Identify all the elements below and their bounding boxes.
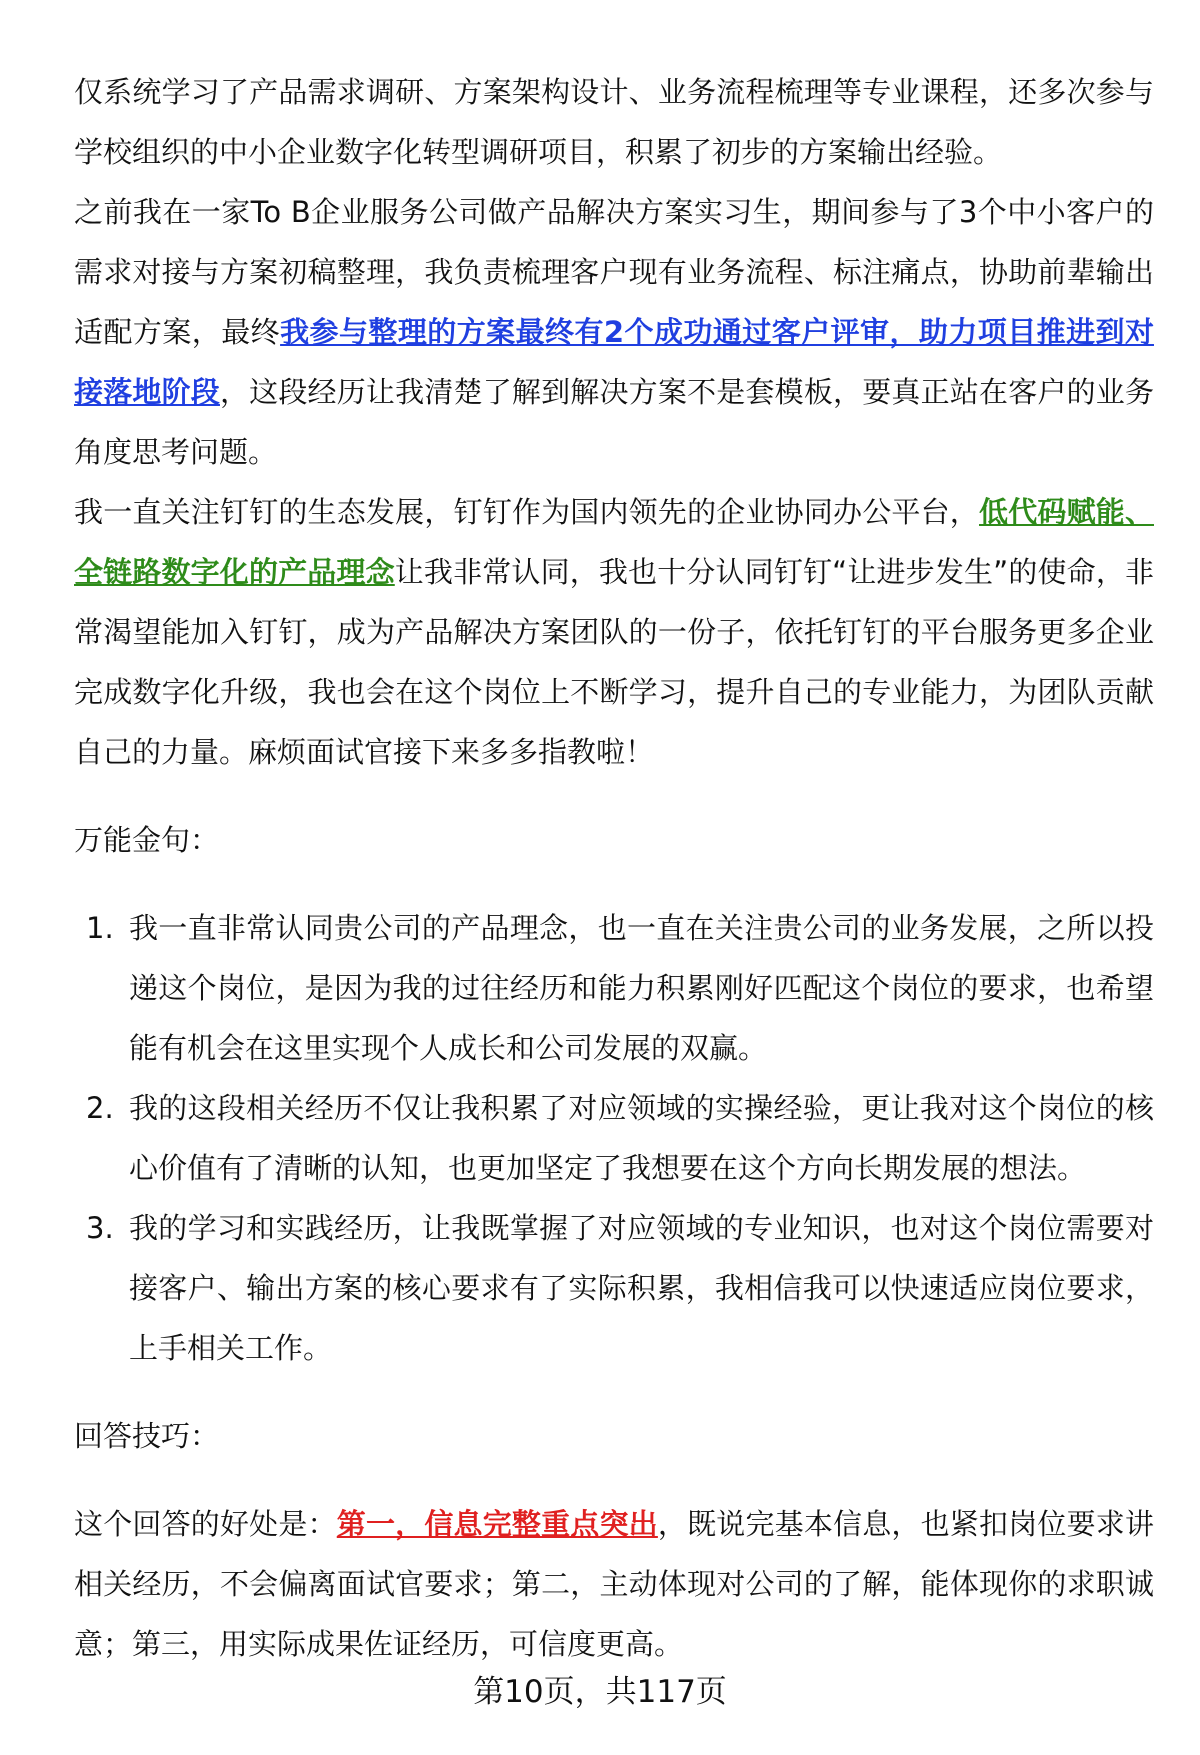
paragraph-text: 让我非常认同，我也十分认同钉钉“让进步发生”的使命，非常渴望能加入钉钉，成为产品解决方案团队的一份子，依托钉钉的平台服务更多企业完成数字化升级，我也会在这个岗位上不断学习，提升自己的专业能力，为团队贡献自己的力量。麻烦面试官接下来多多指教啦！ [74,555,1154,769]
highlight-achievement: 我参与整理的方案最终有2个成功通过客户评审，助力项目推进到对接落地阶段 [74,315,1154,409]
paragraph-tips [74,1494,1154,1674]
list-item [74,1078,1154,1198]
list-number: 2. [86,1091,114,1125]
list-item-text: 我的这段相关经历不仅让我积累了对应领域的实操经验，更让我对这个岗位的核心价值有了清晰的认知，也更加坚定了我想要在这个方向长期发展的想法。 [129,1091,1154,1185]
section-heading-golden-sentences: 万能金句： [74,823,220,857]
paragraph-text: 之前我在一家To B企业服务公司做产品解决方案实习生，期间参与了3个中小客户的需求对接与方案初稿整理，我负责梳理客户现有业务流程、标注痛点，协助前辈输出适配方案，最终 [74,195,1154,349]
paragraph-text: 这个回答的好处是： [74,1507,337,1541]
list-number: 3. [86,1211,114,1245]
section-heading-tips: 回答技巧： [74,1419,220,1453]
page-number: 第10页，共117页 [473,1674,727,1710]
highlight-first-point: 第一，信息完整重点突出 [336,1507,658,1541]
list-item [74,898,1154,1078]
paragraph-motivation [74,482,1154,782]
paragraph-text: 我一直关注钉钉的生态发展，钉钉作为国内领先的企业协同办公平台， [74,495,980,529]
paragraph-education [74,62,1154,182]
list-item [74,1198,1154,1378]
paragraph-text: 仅系统学习了产品需求调研、方案架构设计、业务流程梳理等专业课程，还多次参与学校组织的中小企业数字化转型调研项目，积累了初步的方案输出经验。 [74,75,1154,169]
list-item-text: 我的学习和实践经历，让我既掌握了对应领域的专业知识，也对这个岗位需要对接客户、输出方案的核心要求有了实际积累，我相信我可以快速适应岗位要求，上手相关工作。 [129,1211,1154,1365]
document-body [74,62,1154,1674]
highlight-product-concept: 低代码赋能、全链路数字化的产品理念 [74,495,1154,589]
paragraph-text: ，这段经历让我清楚了解到解决方案不是套模板，要真正站在客户的业务角度思考问题。 [74,375,1154,469]
golden-sentences-list [74,898,1154,1378]
paragraph-internship [74,182,1154,482]
list-item-text: 我一直非常认同贵公司的产品理念，也一直在关注贵公司的业务发展，之所以投递这个岗位，是因为我的过往经历和能力积累刚好匹配这个岗位的要求，也希望能有机会在这里实现个人成长和公司发展的双赢。 [129,911,1154,1065]
list-number: 1. [86,911,114,945]
paragraph-text: ，既说完基本信息，也紧扣岗位要求讲相关经历，不会偏离面试官要求；第二，主动体现对公司的了解，能体现你的求职诚意；第三，用实际成果佐证经历，可信度更高。 [74,1507,1154,1661]
